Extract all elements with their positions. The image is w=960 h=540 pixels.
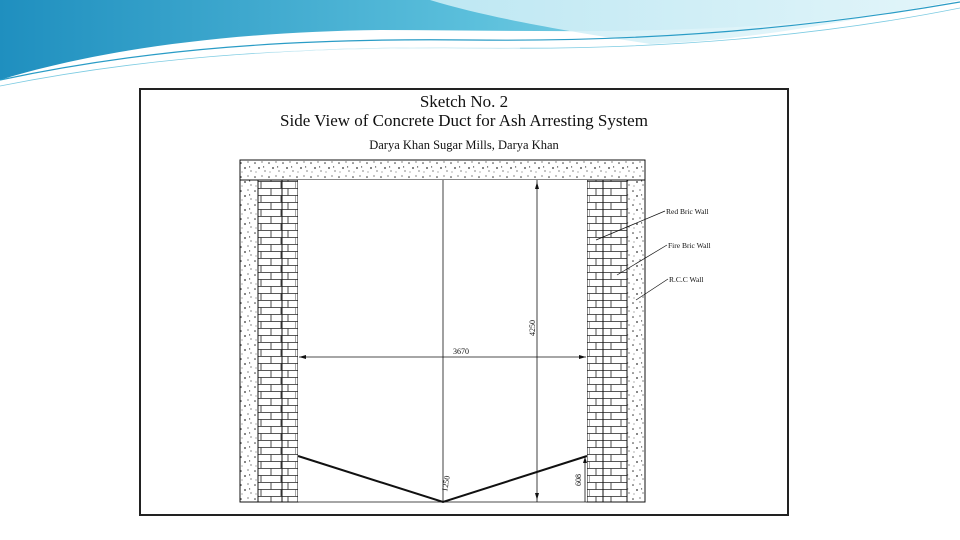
side-height-label: 608	[574, 474, 583, 486]
duct-drawing	[141, 90, 787, 514]
callout-rcc: R.C.C Wall	[669, 275, 704, 284]
sketch-subtitle: Darya Khan Sugar Mills, Darya Khan	[369, 138, 559, 152]
sketch-number: Sketch No. 2	[419, 92, 509, 111]
rcc-top-slab	[240, 160, 645, 180]
rcc-wall-left	[240, 180, 258, 502]
callout-fire-brick: Fire Bric Wall	[668, 241, 711, 250]
rcc-wall-right	[627, 180, 645, 502]
sketch-frame	[139, 88, 789, 516]
hopper-depth-label: 1250	[440, 475, 452, 493]
sketch-title: Side View of Concrete Duct for Ash Arresting System	[280, 111, 648, 130]
duct-interior	[298, 180, 587, 502]
callout-red-brick: Red Bric Wall	[666, 207, 709, 216]
width-dimension-label: 3670	[453, 347, 469, 356]
red-brick-wall-left	[258, 180, 282, 502]
height-dimension-label: 4250	[528, 320, 537, 336]
fire-brick-wall-left	[282, 180, 298, 502]
fire-brick-wall-right	[587, 180, 603, 502]
